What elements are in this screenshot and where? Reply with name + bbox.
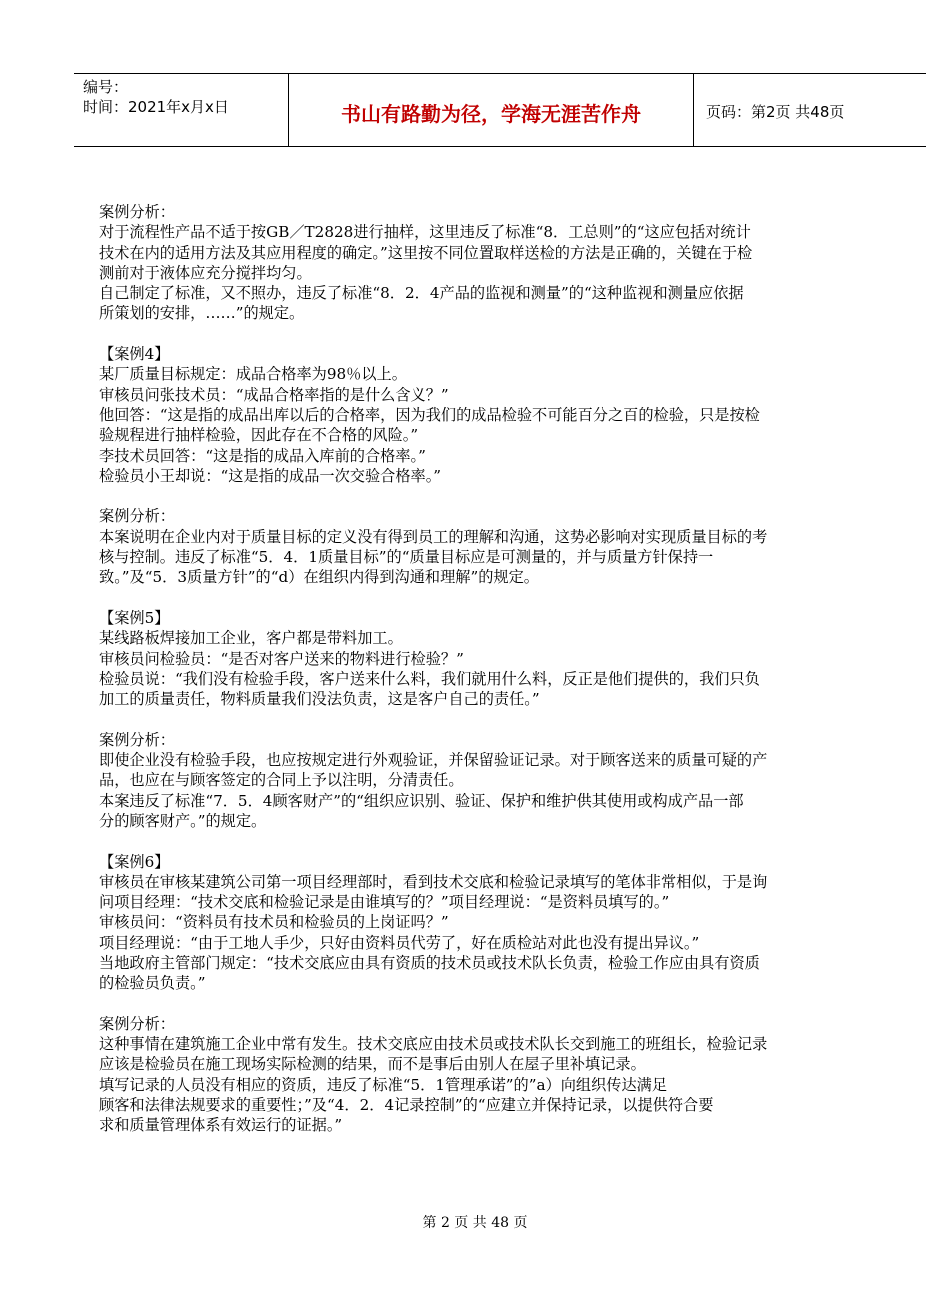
body-line: 验规程进行抽样检验，因此存在不合格的风险。” [99, 426, 419, 445]
body-line: 自己制定了标准，又不照办，违反了标准“8．2．4产品的监视和测量”的“这种监视和测量应依据 [99, 284, 744, 303]
body-line: 当地政府主管部门规定：“技术交底应由具有资质的技术员或技术队长负责，检验工作应由具有资质 [99, 953, 760, 972]
body-line: 检验员小王却说：“这是指的成品一次交验合格率。” [99, 466, 442, 485]
body-line: 的检验员负责。” [99, 974, 206, 993]
blank-line [99, 588, 899, 608]
header-left-cell [74, 74, 289, 146]
body-line: 审核员问检验员：“是否对客户送来的物料进行检验？” [99, 649, 464, 668]
body-line: 所策划的安排，……”的规定。 [99, 304, 305, 323]
body-line: 审核员在审核某建筑公司第一项目经理部时，看到技术交底和检验记录填写的笔体非常相似，于是询 [99, 872, 768, 891]
header-page-info: 页码：第2页 共48页 [706, 103, 845, 121]
body-line: 审核员问：“资料员有技术员和检验员的上岗证吗？” [99, 913, 449, 932]
body-line: 案例分析： [99, 203, 175, 221]
body-line: 本案违反了标准“7．5．4顾客财产”的“组织应识别、验证、保护和维护供其使用或构成产品一部 [99, 791, 744, 810]
body-line: 审核员问张技术员：“成品合格率指的是什么含义？” [99, 385, 449, 404]
blank-line [99, 831, 899, 851]
body-line: 【案例5】 [99, 608, 170, 627]
body-line: 李技术员回答：“这是指的成品入库前的合格率。” [99, 446, 426, 465]
body-line: 技术在内的适用方法及其应用程度的确定。”这里按不同位置取样送检的方法是正确的，关键在于检 [99, 243, 753, 262]
body-line: 案例分析： [99, 730, 175, 749]
body-line: 问项目经理：“技术交底和检验记录是由谁填写的？”项目经理说：“是资料员填写的。” [99, 893, 670, 912]
document-time-label: 时间：2021年x月x日 [83, 98, 229, 116]
body-line: 这种事情在建筑施工企业中常有发生。技术交底应由技术员或技术队长交到施工的班组长，检验记录 [99, 1035, 768, 1054]
header-motto: 书山有路勤为径，学海无涯苦作舟 [341, 102, 641, 126]
body-line: 品，也应在与顾客签定的合同上予以注明，分清责任。 [99, 771, 464, 790]
body-line: 即使企业没有检验手段，也应按规定进行外观验证，并保留验证记录。对于顾客送来的质量可疑的产 [99, 751, 768, 770]
document-body [99, 202, 899, 1136]
body-line: 加工的质量责任，物料质量我们没法负责，这是客户自己的责任。” [99, 690, 540, 709]
blank-line [99, 486, 899, 506]
blank-line [99, 994, 899, 1014]
body-line: 应该是检验员在施工现场实际检测的结果，而不是事后由别人在屋子里补填记录。 [99, 1055, 646, 1074]
body-line: 分的顾客财产。”的规定。 [99, 811, 267, 830]
body-line: 顾客和法律法规要求的重要性；”及“4．2．4记录控制”的“应建立并保持记录，以提供符合要 [99, 1096, 714, 1115]
body-line: 项目经理说：“由于工地人手少，只好由资料员代劳了，好在质检站对此也没有提出异议。” [99, 933, 700, 952]
blank-line [99, 324, 899, 344]
body-line: 他回答：“这是指的成品出库以后的合格率，因为我们的成品检验不可能百分之百的检验，只是按检 [99, 405, 760, 424]
body-line: 案例分析： [99, 1014, 175, 1033]
body-line: 某线路板焊接加工企业，客户都是带料加工。 [99, 629, 403, 648]
body-line: 对于流程性产品不适于按GB／T2828进行抽样，这里违反了标准“8．工总则”的“这应包括对统计 [99, 223, 751, 242]
body-line: 填写记录的人员没有相应的资质，违反了标准“5．1管理承诺”的”a）向组织传达满足 [99, 1075, 668, 1094]
page-header [74, 73, 926, 147]
body-line: 本案说明在企业内对于质量目标的定义没有得到员工的理解和沟通，这势必影响对实现质量目标的考 [99, 527, 768, 546]
blank-line [99, 709, 899, 729]
body-line: 【案例6】 [99, 852, 170, 871]
header-right-cell [694, 74, 926, 146]
body-line: 求和质量管理体系有效运行的证据。” [99, 1116, 343, 1135]
body-line: 【案例4】 [99, 345, 170, 364]
body-line: 某厂质量目标规定：成品合格率为98％以上。 [99, 365, 407, 384]
document-code-label: 编号： [83, 78, 129, 96]
header-middle-cell [289, 74, 694, 146]
body-line: 测前对于液体应充分搅拌均匀。 [99, 263, 312, 282]
body-line: 核与控制。违反了标准“5．4．1质量目标”的“质量目标应是可测量的，并与质量方针保持一 [99, 548, 714, 567]
body-line: 致。”及“5．3质量方针”的“d）在组织内得到沟通和理解”的规定。 [99, 568, 539, 587]
body-line: 检验员说：“我们没有检验手段，客户送来什么料，我们就用什么料，反正是他们提供的，我们只负 [99, 669, 760, 688]
body-line: 案例分析： [99, 507, 175, 526]
page-footer: 第 2 页 共 48 页 [422, 1215, 528, 1231]
